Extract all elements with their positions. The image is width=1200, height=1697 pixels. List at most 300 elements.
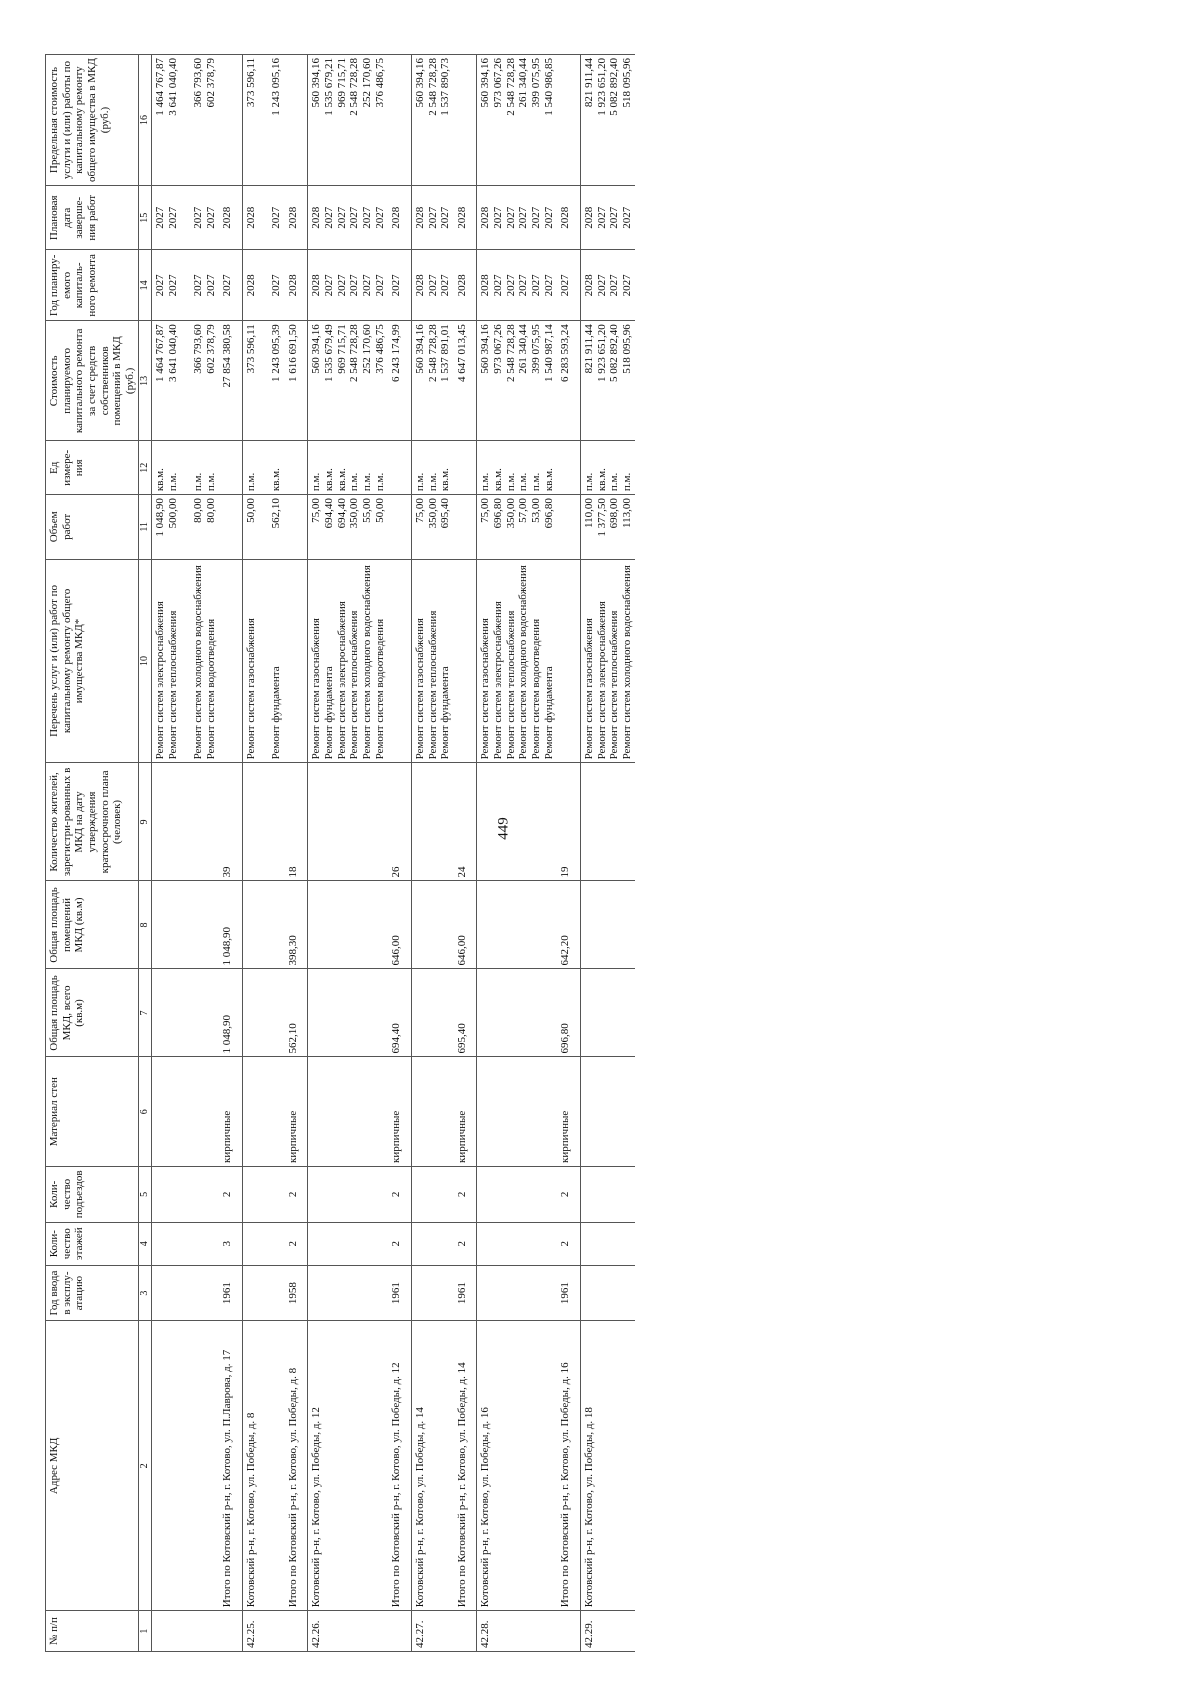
column-number: 14 [139, 250, 152, 321]
cell-col-13 [411, 321, 453, 441]
cell-line: п.м. [244, 472, 257, 492]
cell-line: 5 082 892,40 [608, 324, 621, 383]
cell-line: 2027 [595, 274, 608, 297]
cell-line [257, 444, 270, 491]
cell-line: 2027 [335, 274, 348, 297]
cell-line: 75,00 [310, 498, 323, 523]
cell-col-2: Итого по Котовский р-н, г. Котово, ул. П.Лаврова, д. 17 [219, 1321, 242, 1611]
cell-col-14 [580, 250, 635, 321]
column-number: 3 [139, 1265, 152, 1321]
cell-col-4: 3 [219, 1222, 242, 1265]
cell-line: Ремонт систем газоснабжения [244, 618, 257, 760]
cell-col-7 [242, 969, 284, 1057]
cell-col-13 [454, 321, 477, 441]
cell-line: 2028 [582, 206, 595, 229]
cell-col-5: 2 [454, 1166, 477, 1222]
cell-col-8 [151, 881, 219, 969]
cell-col-6: кирпичные [219, 1057, 242, 1166]
cell-col-15 [454, 186, 477, 250]
cell-col-4: 2 [557, 1222, 580, 1265]
cell-line: 110,00 [582, 498, 595, 528]
cell-line: 2027 [191, 206, 204, 229]
cell-col-6 [477, 1057, 557, 1166]
cell-col-13 [388, 321, 411, 441]
page-number: 449 [495, 817, 512, 840]
cell-col-10 [580, 559, 635, 763]
cell-col-8: 646,00 [388, 881, 411, 969]
cell-col-9: 19 [557, 763, 580, 881]
column-number: 2 [139, 1321, 152, 1611]
cell-line: 3 641 040,40 [166, 58, 179, 116]
cell-line [179, 444, 192, 491]
cell-line: 2027 [595, 206, 608, 229]
cell-col-11 [477, 495, 557, 559]
cell-col-11 [388, 495, 411, 559]
cell-col-12 [388, 441, 411, 495]
cell-col-15 [308, 186, 388, 250]
cell-col-16 [242, 55, 284, 186]
table-row [151, 55, 219, 1652]
cell-col-9 [242, 763, 284, 881]
cell-line: 80,00 [191, 498, 204, 523]
cell-line: 696,80 [542, 498, 555, 529]
cell-line [257, 324, 270, 437]
cell-line: 50,00 [373, 498, 386, 523]
cell-line: Ремонт систем газоснабжения [479, 618, 492, 760]
cell-line: 1 540 986,85 [542, 58, 555, 116]
column-header: Перечень услуг и (или) работ по капитальному ремонту общего имущества МКД* [46, 559, 139, 763]
cell-col-5: 2 [285, 1166, 308, 1222]
cell-col-16 [151, 55, 219, 186]
column-number: 8 [139, 881, 152, 969]
cell-col-9: 26 [388, 763, 411, 881]
cell-line: кв.м. [492, 468, 505, 492]
cell-col-16 [388, 55, 411, 186]
cell-col-1: 42.29. [580, 1611, 635, 1652]
table-row [580, 55, 635, 1652]
cell-line: Ремонт систем водоотведения [530, 618, 542, 760]
cell-line: 376 486,75 [373, 58, 386, 108]
cell-line: 560 394,16 [413, 324, 426, 374]
cell-col-4: 2 [388, 1222, 411, 1265]
cell-line: 2028 [310, 206, 323, 229]
cell-col-2: Котовский р-н, г. Котово, ул. Победы, д. 16 [477, 1321, 557, 1611]
cell-line: 969 715,71 [335, 58, 348, 108]
cell-col-10 [285, 559, 308, 763]
cell-line: 2028 [390, 206, 403, 229]
cell-line: Ремонт фундамента [323, 666, 336, 760]
cell-col-11 [219, 495, 242, 559]
cell-col-1 [557, 1611, 580, 1652]
cell-line: п.м. [426, 472, 439, 492]
cell-line: 1 537 890,73 [439, 58, 452, 116]
column-number: 16 [139, 55, 152, 186]
cell-col-6 [242, 1057, 284, 1166]
cell-col-6 [308, 1057, 388, 1166]
cell-line: 694,40 [323, 498, 336, 529]
cell-col-6 [411, 1057, 453, 1166]
column-header: Год планиру-емого капиталь-ного ремонта [46, 250, 139, 321]
cell-line: 2027 [323, 206, 336, 229]
cell-line: кв.м. [335, 468, 348, 492]
column-number: 1 [139, 1611, 152, 1652]
cell-col-1 [151, 1611, 219, 1652]
cell-line: Ремонт фундамента [439, 666, 452, 760]
cell-col-14 [285, 250, 308, 321]
cell-col-14 [219, 250, 242, 321]
cell-col-10 [454, 559, 477, 763]
cell-line: 2027 [204, 274, 217, 297]
cell-col-7: 694,40 [388, 969, 411, 1057]
table-body [151, 55, 635, 1652]
cell-line [179, 253, 192, 317]
cell-col-10 [411, 559, 453, 763]
cell-col-5: 2 [388, 1166, 411, 1222]
cell-line: 2028 [479, 206, 492, 229]
cell-col-11 [285, 495, 308, 559]
cell-line: 252 170,60 [360, 324, 373, 374]
cell-line [257, 58, 270, 182]
cell-line: 698,00 [608, 498, 621, 529]
cell-line: кв.м. [439, 468, 452, 492]
cell-col-7 [151, 969, 219, 1057]
cell-line: 2028 [310, 274, 323, 297]
cell-col-13 [219, 321, 242, 441]
cell-col-6: кирпичные [454, 1057, 477, 1166]
total-row [219, 55, 242, 1652]
cell-col-15 [477, 186, 557, 250]
cell-line: Ремонт систем теплоснабжения [166, 610, 179, 760]
cell-line: п.м. [373, 472, 386, 492]
cell-col-2: Итого по Котовский р-н, г. Котово, ул. Победы, д. 16 [557, 1321, 580, 1611]
cell-col-8 [477, 881, 557, 969]
cell-col-8: 1 048,90 [219, 881, 242, 969]
cell-col-16 [557, 55, 580, 186]
column-number: 6 [139, 1057, 152, 1166]
cell-col-2: Котовский р-н, г. Котово, ул. Победы, д. 14 [411, 1321, 453, 1611]
cell-col-9: 39 [219, 763, 242, 881]
cell-line: 1 923 651,20 [595, 58, 608, 116]
cell-line: 560 394,16 [310, 58, 323, 108]
cell-line: 2027 [426, 206, 439, 229]
cell-line: 2028 [244, 274, 257, 297]
column-header: Материал стен [46, 1057, 139, 1166]
cell-col-12 [151, 441, 219, 495]
cell-line: п.м. [413, 472, 426, 492]
cell-col-13 [285, 321, 308, 441]
cell-col-4 [242, 1222, 284, 1265]
cell-line: 2027 [390, 274, 403, 297]
cell-line [179, 498, 192, 555]
cell-line: Ремонт систем водоотведения [204, 618, 217, 760]
cell-col-3 [308, 1265, 388, 1321]
cell-col-6: кирпичные [557, 1057, 580, 1166]
cell-line: 366 793,60 [191, 58, 204, 108]
cell-col-12 [477, 441, 557, 495]
cell-col-4 [580, 1222, 635, 1265]
cell-col-12 [411, 441, 453, 495]
cell-col-3 [477, 1265, 557, 1321]
cell-line: 2027 [323, 274, 336, 297]
cell-col-13 [477, 321, 557, 441]
cell-line: 2 548 728,28 [504, 324, 517, 383]
total-row [454, 55, 477, 1652]
cell-line: кв.м. [595, 468, 608, 492]
cell-col-2 [151, 1321, 219, 1611]
cell-col-6 [151, 1057, 219, 1166]
column-header: Коли-чество подъездов [46, 1166, 139, 1222]
cell-line: 2027 [270, 274, 283, 297]
cell-col-16 [580, 55, 635, 186]
cell-line: 1 377,50 [595, 498, 608, 537]
cell-col-1: 42.27. [411, 1611, 453, 1652]
cell-col-3 [411, 1265, 453, 1321]
cell-line: Ремонт систем теплоснабжения [608, 610, 621, 760]
cell-col-3: 1961 [454, 1265, 477, 1321]
cell-col-15 [151, 186, 219, 250]
cell-line: Ремонт фундамента [270, 666, 283, 760]
cell-line: 560 394,16 [479, 324, 492, 374]
cell-col-14 [557, 250, 580, 321]
cell-line: 2028 [559, 206, 572, 229]
cell-line: 57,00 [517, 498, 530, 523]
cell-line: 2027 [530, 206, 542, 229]
capital-repair-table [45, 54, 635, 1652]
cell-col-4: 2 [285, 1222, 308, 1265]
cell-line: 50,00 [244, 498, 257, 523]
cell-line: 2028 [413, 206, 426, 229]
cell-line: кв.м. [542, 468, 555, 492]
cell-line: Ремонт систем холодного водоснабжения [191, 565, 204, 760]
cell-col-4 [151, 1222, 219, 1265]
column-number-row [139, 55, 152, 1652]
cell-col-12 [242, 441, 284, 495]
cell-line: п.м. [504, 472, 517, 492]
cell-col-3: 1958 [285, 1265, 308, 1321]
column-header: Общая площадь МКД, всего (кв.м) [46, 969, 139, 1057]
cell-col-3: 1961 [557, 1265, 580, 1321]
cell-line: 2027 [439, 274, 452, 297]
cell-line: 2027 [542, 274, 555, 297]
cell-line: 973 067,26 [492, 324, 505, 374]
cell-col-2: Котовский р-н, г. Котово, ул. Победы, д. 12 [308, 1321, 388, 1611]
cell-col-1: 42.26. [308, 1611, 388, 1652]
cell-line: 1 535 679,49 [323, 324, 336, 383]
cell-line: 53,00 [530, 498, 542, 523]
cell-line: Ремонт систем газоснабжения [582, 618, 595, 760]
column-header: Плановая дата заверше-ния работ [46, 186, 139, 250]
cell-line: 2028 [286, 274, 299, 297]
cell-line: Ремонт систем холодного водоснабжения [517, 565, 530, 760]
cell-line: 261 340,44 [517, 58, 530, 108]
cell-col-7: 1 048,90 [219, 969, 242, 1057]
table-row [242, 55, 284, 1652]
cell-col-13 [557, 321, 580, 441]
cell-col-2: Итого по Котовский р-н, г. Котово, ул. Победы, д. 14 [454, 1321, 477, 1611]
cell-col-7 [411, 969, 453, 1057]
cell-col-4 [411, 1222, 453, 1265]
cell-col-8 [580, 881, 635, 969]
cell-line: 75,00 [413, 498, 426, 523]
cell-line: 821 911,44 [582, 58, 595, 108]
cell-col-4: 2 [454, 1222, 477, 1265]
cell-line [257, 189, 270, 246]
cell-line: 27 854 380,58 [221, 324, 234, 388]
column-header: Общая площадь помещений МКД (кв.м) [46, 881, 139, 969]
cell-line: п.м. [191, 472, 204, 492]
cell-col-7: 695,40 [454, 969, 477, 1057]
cell-col-9: 24 [454, 763, 477, 881]
cell-line: 2027 [439, 206, 452, 229]
cell-line: 2027 [348, 274, 361, 297]
cell-line: 560 394,16 [310, 324, 323, 374]
cell-line: 602 378,79 [204, 58, 217, 108]
column-header: Предельная стоимость услуги и (или) работы по капитальному ремонту общего имущества в МКД (руб.) [46, 55, 139, 186]
cell-line: п.м. [166, 472, 179, 492]
cell-col-12 [308, 441, 388, 495]
cell-line: Ремонт систем газоснабжения [310, 618, 323, 760]
cell-line: Ремонт систем водоотведения [373, 618, 386, 760]
cell-line: 2027 [373, 274, 386, 297]
cell-line: Ремонт систем теплоснабжения [348, 610, 361, 760]
cell-col-10 [219, 559, 242, 763]
cell-line: Ремонт систем электроснабжения [153, 601, 166, 760]
cell-col-9 [308, 763, 388, 881]
cell-line [179, 189, 192, 246]
cell-col-12 [580, 441, 635, 495]
cell-col-9: 18 [285, 763, 308, 881]
cell-line: 2027 [620, 274, 633, 297]
cell-line: 2027 [426, 274, 439, 297]
cell-line: 2028 [479, 274, 492, 297]
cell-line: 2027 [270, 206, 283, 229]
cell-line: 2027 [530, 274, 542, 297]
cell-col-11 [580, 495, 635, 559]
cell-line [257, 253, 270, 317]
cell-line: 518 095,96 [620, 58, 633, 108]
cell-line: 602 378,79 [204, 324, 217, 374]
cell-col-8: 646,00 [454, 881, 477, 969]
cell-col-7 [477, 969, 557, 1057]
cell-col-3: 1961 [388, 1265, 411, 1321]
rotated-table-wrapper [45, 54, 1200, 1652]
cell-line: 376 486,75 [373, 324, 386, 374]
cell-line: 113,00 [620, 498, 633, 528]
cell-line [257, 563, 270, 760]
cell-line: 2028 [221, 206, 234, 229]
cell-col-11 [411, 495, 453, 559]
cell-line: 1 243 095,39 [270, 324, 283, 383]
cell-line: кв.м. [323, 468, 336, 492]
cell-line: 1 464 767,87 [153, 324, 166, 383]
cell-line: п.м. [204, 472, 217, 492]
cell-line: 3 641 040,40 [166, 324, 179, 383]
cell-col-14 [454, 250, 477, 321]
cell-line: 500,00 [166, 498, 179, 529]
cell-col-14 [477, 250, 557, 321]
cell-col-13 [242, 321, 284, 441]
cell-line: Ремонт систем теплоснабжения [426, 610, 439, 760]
cell-col-16 [219, 55, 242, 186]
cell-line: 2 548 728,28 [348, 58, 361, 116]
cell-line: 373 596,11 [244, 58, 257, 108]
cell-col-6: кирпичные [285, 1057, 308, 1166]
cell-line: 1 540 987,14 [542, 324, 555, 383]
cell-line: 2 548 728,28 [504, 58, 517, 116]
column-header: Коли-чество этажей [46, 1222, 139, 1265]
column-number: 15 [139, 186, 152, 250]
cell-line: 2028 [286, 206, 299, 229]
cell-col-14 [411, 250, 453, 321]
cell-col-13 [580, 321, 635, 441]
cell-col-8: 642,20 [557, 881, 580, 969]
cell-col-1: 42.25. [242, 1611, 284, 1652]
cell-col-12 [219, 441, 242, 495]
cell-line: 2027 [504, 206, 517, 229]
cell-col-16 [477, 55, 557, 186]
cell-col-1 [219, 1611, 242, 1652]
cell-line: 2027 [166, 274, 179, 297]
cell-line: п.м. [582, 472, 595, 492]
cell-line: 2027 [166, 206, 179, 229]
cell-col-14 [308, 250, 388, 321]
cell-line: 4 647 013,45 [455, 324, 468, 383]
table-row [308, 55, 388, 1652]
cell-line: 2 548 728,28 [348, 324, 361, 383]
cell-col-8 [411, 881, 453, 969]
cell-line: п.м. [620, 472, 633, 492]
cell-col-15 [580, 186, 635, 250]
cell-col-2: Котовский р-н, г. Котово, ул. Победы, д. 18 [580, 1321, 635, 1611]
cell-line: п.м. [517, 472, 530, 492]
cell-line: 2 548 728,28 [426, 324, 439, 383]
cell-line: п.м. [530, 472, 542, 492]
cell-line: 2027 [608, 206, 621, 229]
cell-line: 5 082 892,40 [608, 58, 621, 116]
cell-col-11 [557, 495, 580, 559]
cell-col-14 [388, 250, 411, 321]
cell-line: п.м. [608, 472, 621, 492]
cell-col-1 [388, 1611, 411, 1652]
cell-line: 1 923 651,20 [595, 324, 608, 383]
cell-line: 2028 [413, 274, 426, 297]
cell-col-6 [580, 1057, 635, 1166]
header-row [46, 55, 139, 1652]
cell-col-15 [242, 186, 284, 250]
cell-col-1 [285, 1611, 308, 1652]
cell-col-11 [151, 495, 219, 559]
cell-line: 560 394,16 [479, 58, 492, 108]
column-number: 5 [139, 1166, 152, 1222]
cell-col-10 [242, 559, 284, 763]
column-header: № п/п [46, 1611, 139, 1652]
cell-col-9 [580, 763, 635, 881]
cell-line: 2027 [348, 206, 361, 229]
cell-line: 2027 [492, 274, 505, 297]
column-header: Ед измере-ния [46, 441, 139, 495]
cell-line: 1 048,90 [153, 498, 166, 537]
cell-col-16 [454, 55, 477, 186]
cell-col-15 [388, 186, 411, 250]
cell-line: Ремонт систем газоснабжения [413, 618, 426, 760]
cell-col-7: 696,80 [557, 969, 580, 1057]
column-header: Объем работ [46, 495, 139, 559]
cell-line: 1 616 691,50 [286, 324, 299, 383]
cell-col-15 [219, 186, 242, 250]
cell-col-8 [308, 881, 388, 969]
cell-line: 1 535 679,21 [323, 58, 336, 116]
cell-col-10 [388, 559, 411, 763]
